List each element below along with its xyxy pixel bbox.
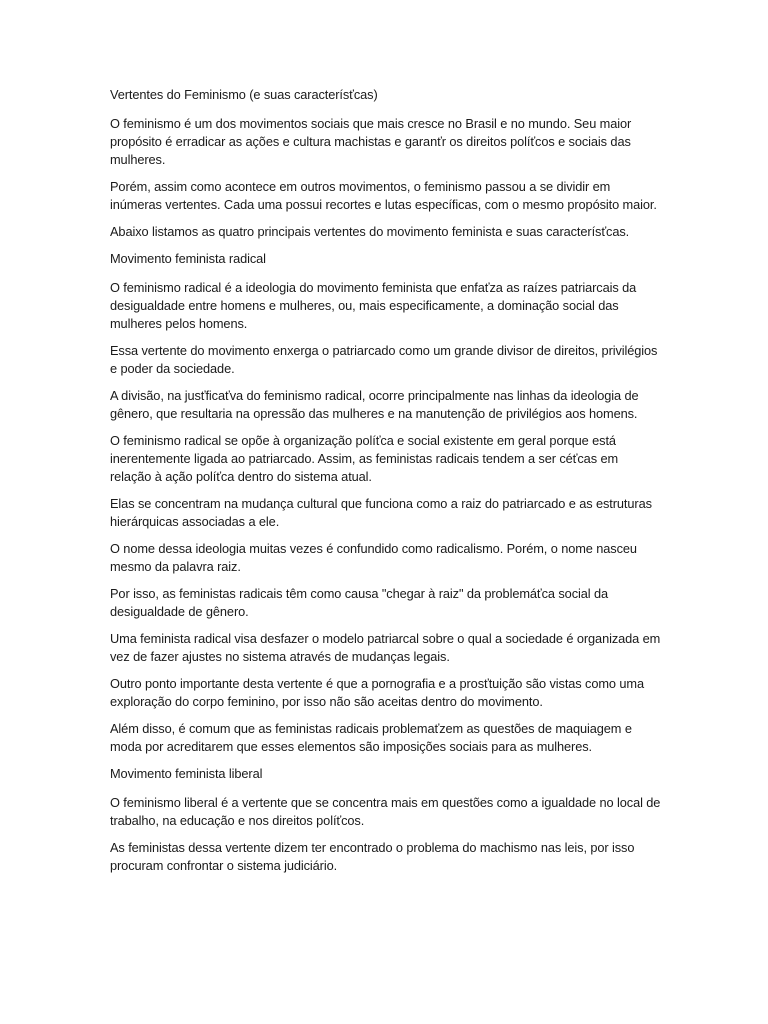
paragraph-patriarcado: Essa vertente do movimento enxerga o patriarcado como um grande divisor de direitos, privilégios e poder da sociedade. <box>110 343 658 376</box>
paragraph-raiz: Por isso, as feministas radicais têm como causa "chegar à raiz" da problemáťca social da desigualdade de gênero. <box>110 586 608 619</box>
paragraph-opoe: O feminismo radical se opõe à organização políťca e social existente em geral porque está inerentemente ligada ao patriarcado. Assim, as feministas radicais tendem a ser céťcas em relação à ação políťca dentro do sistema atual. <box>110 433 619 484</box>
paragraph-modelo-patriarcal: Uma feminista radical visa desfazer o modelo patriarcal sobre o qual a sociedade é organizada em vez de fazer ajustes no sistema através de mudanças legais. <box>110 631 661 664</box>
section-heading-radical: Movimento feminista radical <box>110 251 266 266</box>
paragraph-divisao: A divisão, na jusťficaťva do feminismo radical, ocorre principalmente nas linhas da ideologia de gênero, que resultaria na opressão das mulheres e na manutenção de privilégios aos homens. <box>110 388 639 421</box>
paragraph-liberal-definition: O feminismo liberal é a vertente que se concentra mais em questões como a igualdade no local de trabalho, na educação e nos direitos políťcos. <box>110 795 661 828</box>
paragraph-listamos: Abaixo listamos as quatro principais vertentes do movimento feminista e suas caracterísťcas. <box>110 224 630 239</box>
section-heading-liberal: Movimento feminista liberal <box>110 766 263 781</box>
document-page <box>110 86 662 884</box>
paragraph-pornografia: Outro ponto importante desta vertente é que a pornografia e a prosťtuição são vistas como uma exploração do corpo feminino, por isso não são aceitas dentro do movimento. <box>110 676 644 709</box>
document-title: Vertentes do Feminismo (e suas caracterísťcas) <box>110 87 378 102</box>
paragraph-mudanca-cultural: Elas se concentram na mudança cultural que funciona como a raiz do patriarcado e as estruturas hierárquicas associadas a ele. <box>110 496 652 529</box>
paragraph-vertentes: Porém, assim como acontece em outros movimentos, o feminismo passou a se dividir em inúmeras vertentes. Cada uma possui recortes e lutas específicas, com o mesmo propósito maior. <box>110 179 657 212</box>
paragraph-radical-definition: O feminismo radical é a ideologia do movimento feminista que enfaťza as raízes patriarcais da desigualdade entre homens e mulheres, ou, mais especificamente, a dominação social das mulheres pelos homens. <box>110 280 637 331</box>
paragraph-sistema-judiciario: As feministas dessa vertente dizem ter encontrado o problema do machismo nas leis, por isso procuram confrontar o sistema judiciário. <box>110 840 635 873</box>
paragraph-nome-ideologia: O nome dessa ideologia muitas vezes é confundido como radicalismo. Porém, o nome nasceu mesmo da palavra raiz. <box>110 541 637 574</box>
paragraph-intro: O feminismo é um dos movimentos sociais que mais cresce no Brasil e no mundo. Seu maior propósito é erradicar as ações e cultura machistas e garanťr os direitos políťcos e sociais das mulheres. <box>110 116 632 167</box>
paragraph-maquiagem: Além disso, é comum que as feministas radicais problemaťzem as questões de maquiagem e moda por acreditarem que esses elementos são imposições sociais para as mulheres. <box>110 721 632 754</box>
